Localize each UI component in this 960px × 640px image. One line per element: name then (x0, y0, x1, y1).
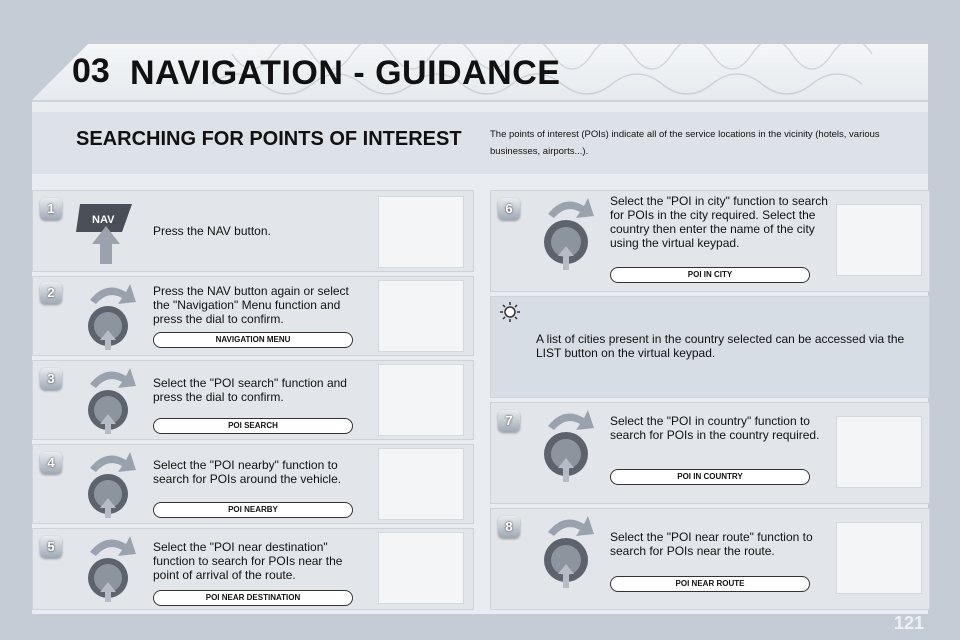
radio-illustration-8 (836, 522, 922, 594)
dial-icon-2 (78, 280, 142, 352)
radio-illustration-5 (378, 532, 464, 604)
radio-illustration-4 (378, 448, 464, 520)
step-badge-8: 8 (498, 516, 520, 538)
step-text-8: Select the "POI near route" function to search for POIs near the route. (610, 530, 813, 558)
dial-icon-6 (536, 192, 600, 272)
radio-illustration-6 (836, 204, 922, 276)
section-title: SEARCHING FOR POINTS OF INTEREST (76, 128, 462, 150)
radio-illustration-2 (378, 280, 464, 352)
step-text-6: Select the "POI in city" function to search for POIs in the city required. Select the country then enter the name of the city using the virtual keypad. (610, 194, 828, 250)
menu-label-navigation-menu: NAVIGATION MENU (153, 332, 353, 348)
menu-label-poi-near-route: POI NEAR ROUTE (610, 576, 810, 592)
step-badge-6: 6 (498, 198, 520, 220)
menu-label-poi-search: POI SEARCH (153, 418, 353, 434)
step-badge-4: 4 (40, 452, 62, 474)
page-title: NAVIGATION - GUIDANCE (130, 54, 561, 92)
lightbulb-icon (500, 302, 520, 322)
step-text-4: Select the "POI nearby" function to search for POIs around the vehicle. (153, 458, 342, 486)
chapter-number: 03 (72, 52, 110, 90)
step-badge-5: 5 (40, 536, 62, 558)
intro-text: The points of interest (POIs) indicate all of the service locations in the vicinity (hotels, various businesses, airports...). (490, 129, 880, 157)
radio-illustration-1 (378, 196, 464, 268)
step-text-3: Select the "POI search" function and press the dial to confirm. (153, 376, 347, 404)
step-text-2: Press the NAV button again or select the "Navigation" Menu function and press the dial to confirm. (153, 284, 349, 326)
step-text-7: Select the "POI in country" function to search for POIs in the country required. (610, 414, 820, 442)
step-badge-7: 7 (498, 410, 520, 432)
step-badge-3: 3 (40, 368, 62, 390)
dial-icon-3 (78, 364, 142, 436)
dial-icon-4 (78, 448, 142, 520)
dial-icon-8 (536, 510, 600, 590)
note-text: A list of cities present in the country selected can be accessed via the LIST button on the virtual keypad. (536, 332, 905, 360)
step-badge-2: 2 (40, 282, 62, 304)
menu-label-poi-in-country: POI IN COUNTRY (610, 469, 810, 485)
menu-label-poi-near-destination: POI NEAR DESTINATION (153, 590, 353, 606)
dial-icon-7 (536, 404, 600, 484)
menu-label-poi-nearby: POI NEARBY (153, 502, 353, 518)
dial-icon-5 (78, 532, 142, 604)
menu-label-poi-in-city: POI IN CITY (610, 267, 810, 283)
step-text-1: Press the NAV button. (153, 224, 271, 238)
radio-illustration-3 (378, 364, 464, 436)
radio-illustration-7 (836, 416, 922, 488)
nav-button-illustration (76, 202, 144, 268)
step-text-5: Select the "POI near destination" function to search for POIs near the point of arrival of the route. (153, 540, 343, 582)
nav-button-label: NAV (92, 214, 115, 226)
page-number: 121 (893, 613, 924, 633)
step-badge-1: 1 (40, 198, 62, 220)
